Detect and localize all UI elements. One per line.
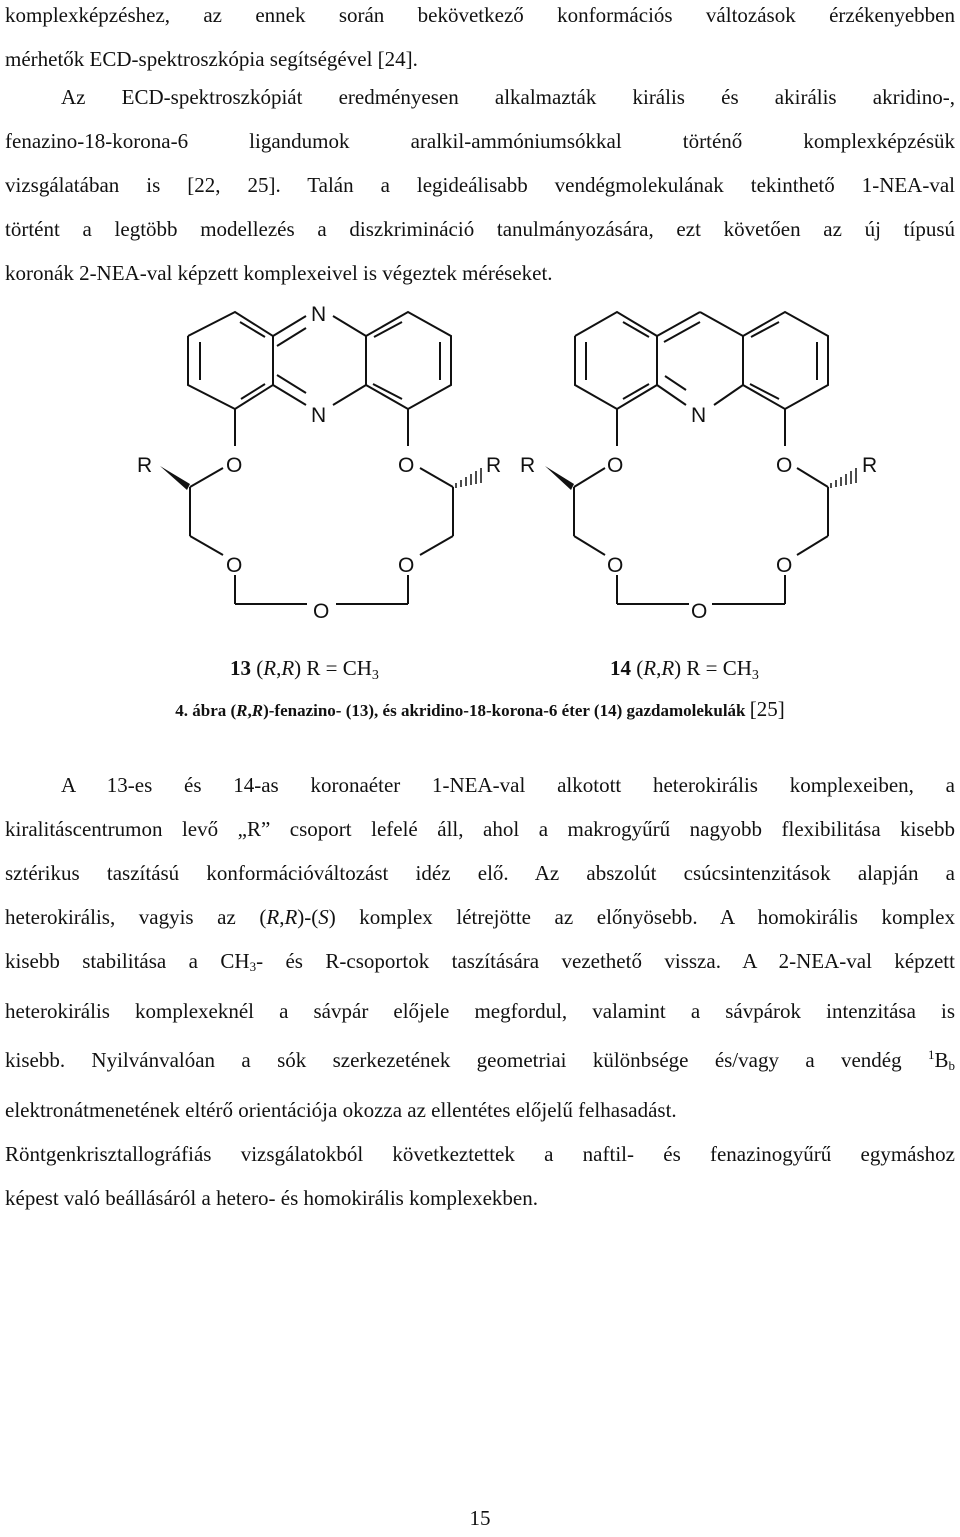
caption-text: ,	[247, 701, 252, 720]
text-line: koronák 2-NEA-val képzett komplexeivel is végeztek méréseket.	[5, 261, 553, 285]
text-line: elektronátmenetének eltérő orientációja okozza az ellentétes előjelű felhasadást.	[5, 1098, 677, 1122]
text-line: történt a legtöbb modellezés a diszkrimináció tanulmányozására, ezt követően az új típusú	[5, 217, 955, 241]
text-line: A 13-es és 14-as koronaéter 1-NEA-val alkotott heterokirális komplexeiben, a	[61, 773, 955, 797]
text-line: mérhetők ECD-spektroszkópia segítségével [24].	[5, 47, 418, 71]
text-line: vizsgálatában is [22, 25]. Talán a legideálisabb vendégmolekulának tekinthető 1-NEA-val	[5, 173, 955, 197]
compound-label-13: 13 (R,R) R = CH3	[230, 656, 379, 683]
text-line: kisebb. Nyilvánvalóan a sók szerkezetének geometriai különbsége és/vagy a vendég $^1B_b$	[5, 1047, 955, 1073]
text-line: kisebb stabilitása a $CH_3-$ és R-csoportok taszítására vezethető vissza. A 2-NEA-val képzett	[5, 949, 955, 974]
text-line: Az ECD-spektroszkópiát eredményesen alkalmazták királis és akirális akridino-,	[61, 85, 955, 109]
atom-label: R	[137, 454, 153, 477]
paragraph-2	[5, 75, 955, 295]
atom-label: O	[776, 454, 793, 477]
text-line: heterokirális komplexeknél a sávpár előjele megfordul, valamint a sávpárok intenzitása is	[5, 999, 955, 1023]
hashed-bond	[831, 468, 856, 488]
text-line: fenazino-18-korona-6 ligandumok aralkil-ammóniumsókkal történő komplexképzésük	[5, 129, 955, 153]
atom-label: O	[776, 554, 793, 577]
paragraph-1	[5, 0, 955, 81]
caption-text: R	[236, 701, 248, 720]
chemical-structures-figure	[0, 290, 960, 710]
text-line: sztérikus taszítású konformációváltozást idéz elő. Az abszolút csúcsintenzitások alapján a	[5, 861, 955, 885]
caption-reference: [25]	[749, 697, 785, 721]
caption-text: )-fenazino- (13), és akridino-18-korona-6 éter (14) gazdamolekulák	[263, 701, 750, 720]
atom-label: O	[691, 600, 708, 623]
atom-label: N	[311, 404, 327, 427]
text-line: kiralitáscentrumon levő „R” csoport lefelé áll, ahol a makrogyűrű nagyobb flexibilitása kisebb	[5, 817, 955, 841]
compound-label-14: 14 (R,R) R = CH3	[610, 656, 759, 683]
atom-label: O	[226, 454, 243, 477]
text-line: képest való beállásáról a hetero- és homokirális komplexekben.	[5, 1186, 538, 1210]
atom-label: R	[486, 454, 502, 477]
page-number: 15	[469, 1506, 491, 1530]
atom-label: R	[520, 454, 536, 477]
atom-label: O	[398, 554, 415, 577]
caption-text: R	[251, 701, 264, 720]
atom-label: O	[313, 600, 330, 623]
text-line: heterokirális, vagyis az (R,R)-(S) komplex létrejötte az előnyösebb. A homokirális komplex	[5, 905, 955, 929]
atom-label: N	[691, 404, 707, 427]
atom-label: O	[226, 554, 243, 577]
caption-text: 4. ábra (	[175, 701, 237, 720]
paragraph-3	[5, 763, 955, 1220]
text-line: Röntgenkrisztallográfiás vizsgálatokból következtettek a naftil- és fenazinogyűrű egymáshoz	[5, 1142, 955, 1166]
hashed-bond	[456, 468, 481, 488]
wedge-bond	[160, 466, 190, 490]
figure-caption	[0, 697, 960, 722]
atom-label: O	[607, 554, 624, 577]
wedge-bond	[545, 466, 574, 490]
atom-label: O	[398, 454, 415, 477]
atom-label: N	[311, 303, 327, 326]
atom-label: O	[607, 454, 624, 477]
atom-label: R	[862, 454, 878, 477]
text-line: komplexképzéshez, az ennek során bekövetkező konformációs változások érzékenyebben	[5, 3, 955, 27]
